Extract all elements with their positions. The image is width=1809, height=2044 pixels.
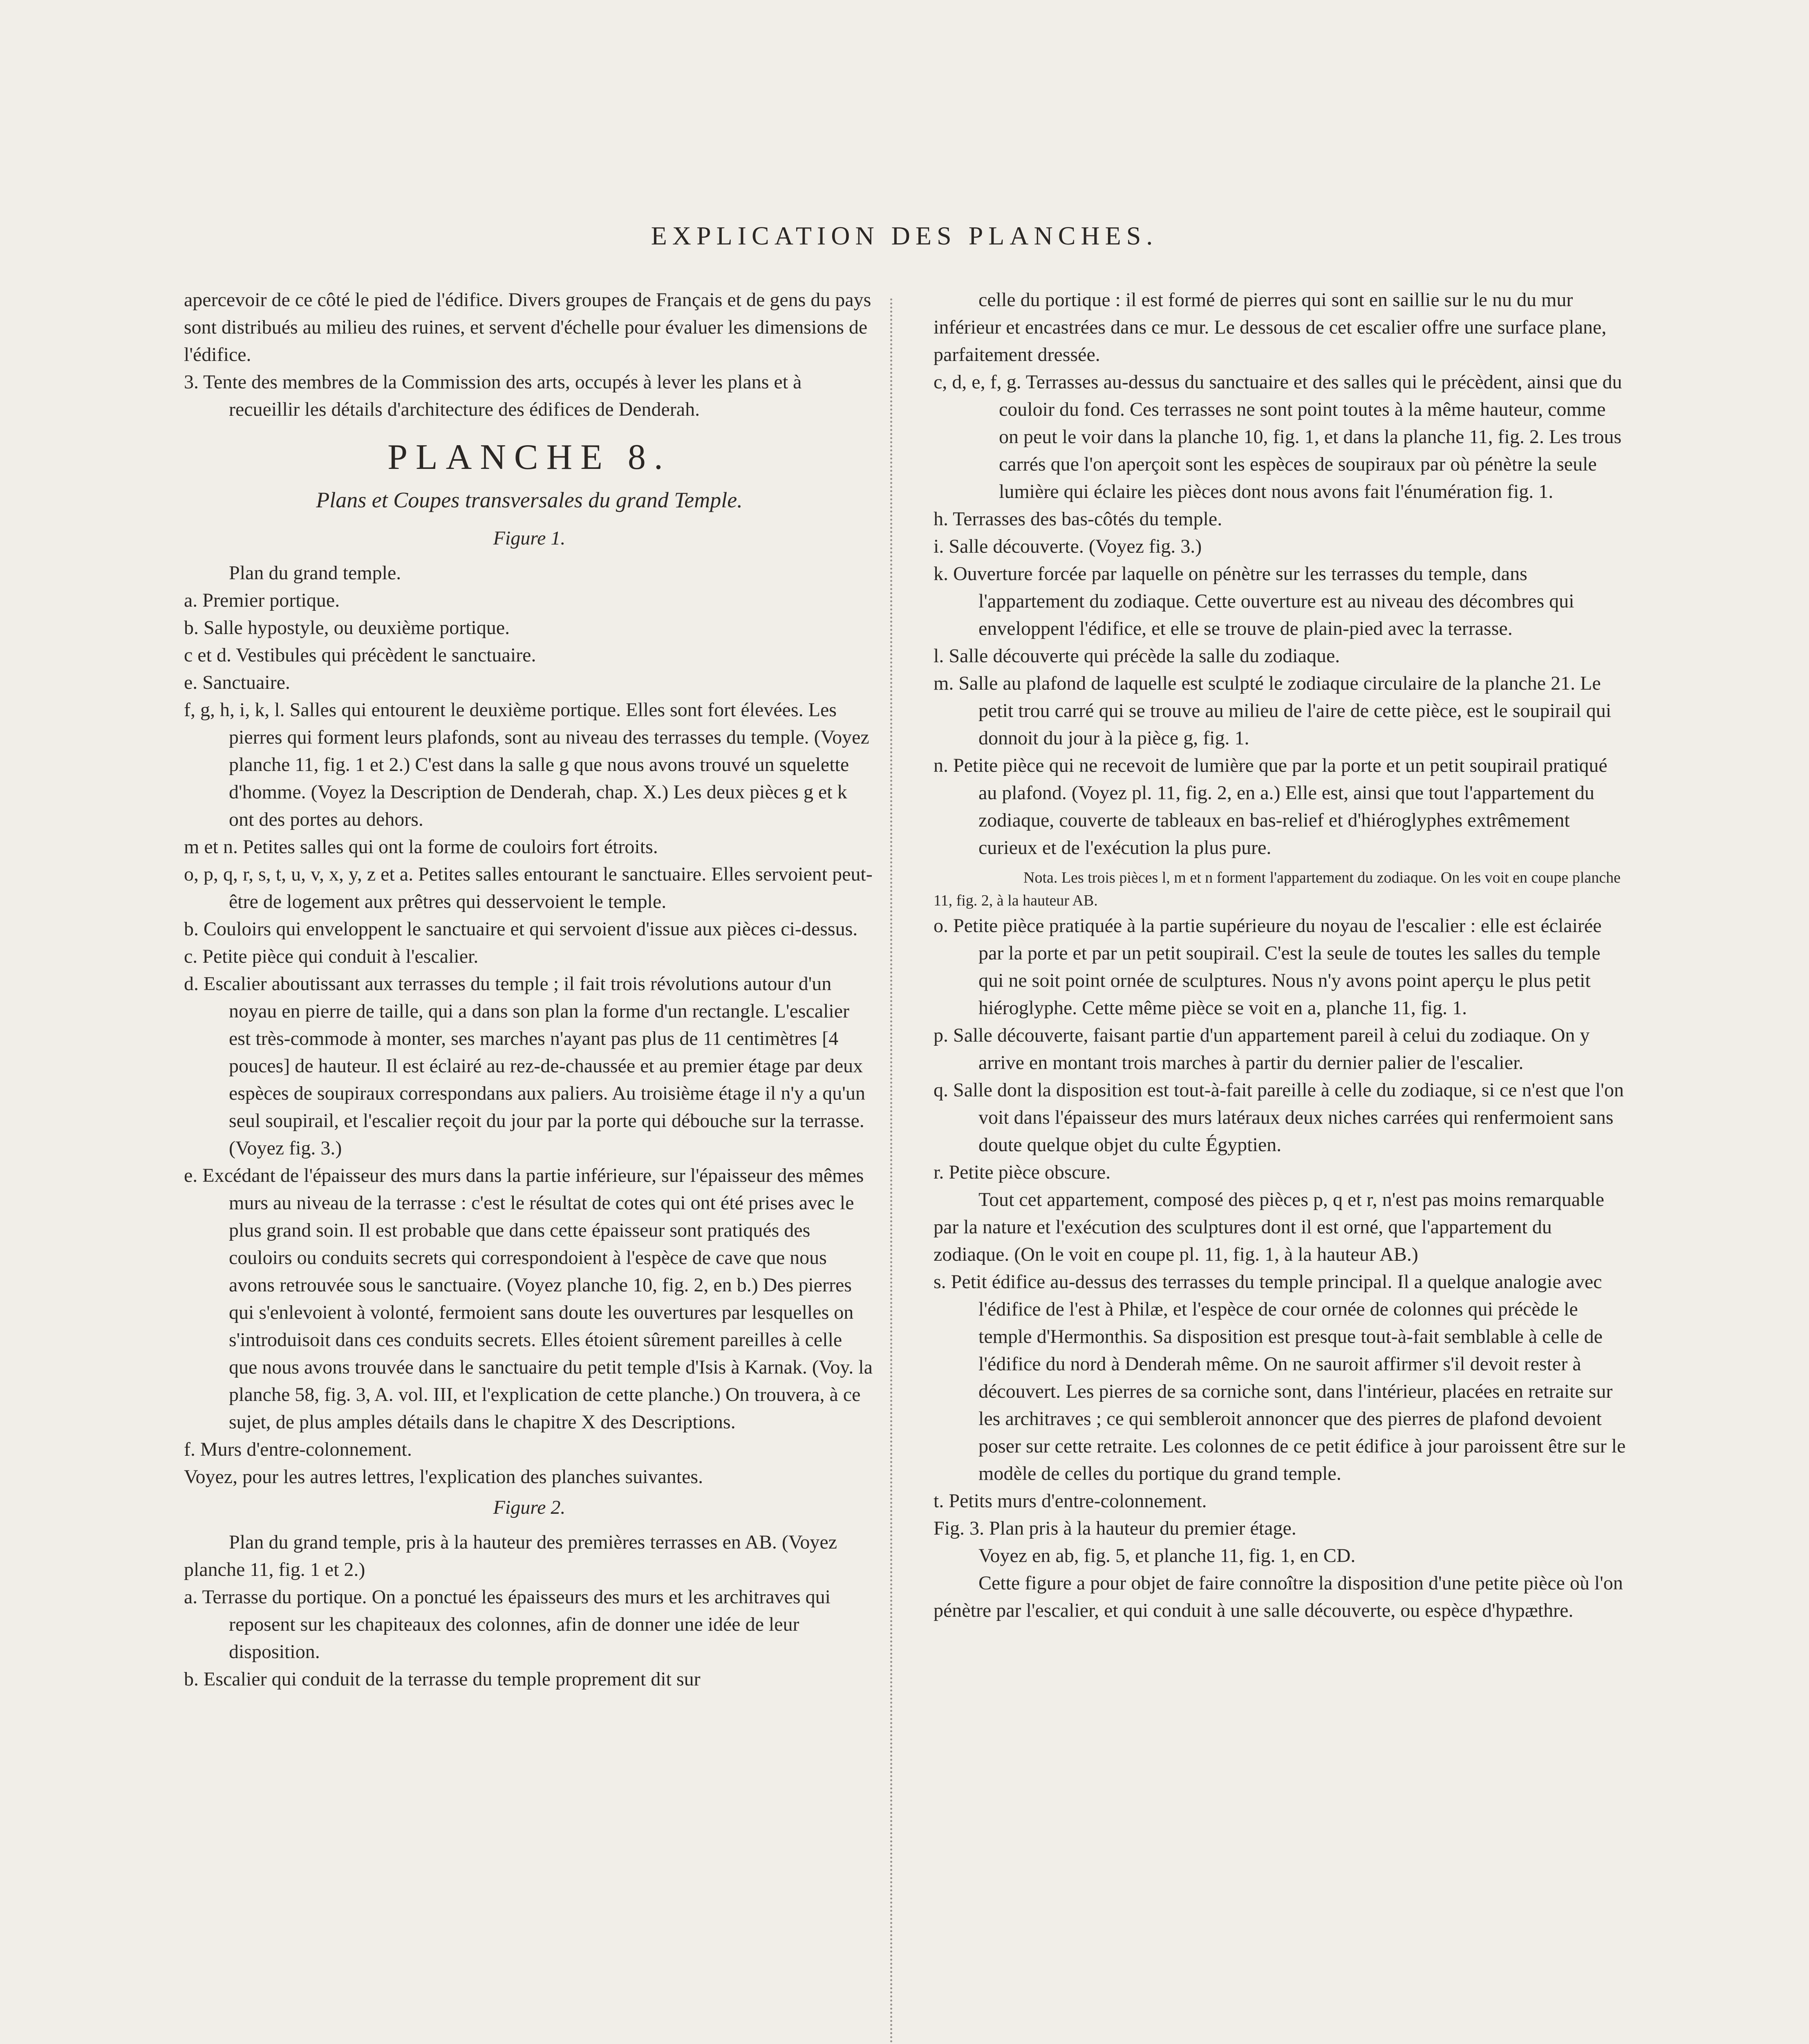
legend-item: m et n. Petites salles qui ont la forme de couloirs fort étroits. xyxy=(184,836,658,858)
right-column xyxy=(934,286,1628,1624)
legend-item: b. Salle hypostyle, ou deuxième portique. xyxy=(184,617,510,639)
legend-item: i. Salle découverte. (Voyez fig. 3.) xyxy=(934,536,1202,557)
legend-item: r. Petite pièce obscure. xyxy=(934,1161,1111,1183)
item-3: 3. Tente des membres de la Commission des arts, occupés à lever les plans et à recueillir les détails d'architecture des édifices de Denderah. xyxy=(184,371,802,420)
paragraph: Plan du grand temple. xyxy=(229,562,401,584)
page-header: EXPLICATION DES PLANCHES. xyxy=(651,221,1158,250)
legend-item: f. Murs d'entre-colonnement. xyxy=(184,1439,412,1460)
legend-item: a. Terrasse du portique. On a ponctué les épaisseurs des murs et les architraves qui reposent sur les chapiteaux des colonnes, afin de donner une idée de leur disposition. xyxy=(184,1586,831,1663)
plate-title: PLANCHE 8. xyxy=(387,437,671,477)
legend-item: p. Salle découverte, faisant partie d'un appartement pareil à celui du zodiaque. On y arrive en montant trois marches à partir du dernier palier de l'escalier. xyxy=(934,1024,1590,1074)
legend-item: e. Excédant de l'épaisseur des murs dans la partie inférieure, sur l'épaisseur des mêmes murs au niveau de la terrasse : c'est le résultat de cotes qui ont été prises avec le plus grand soin. Il est probable que dans cette épaisseur sont pratiqués des couloirs ou conduits secrets qui correspondoient à l'espèce de cave que nous avons retrouvée sous le sanctuaire. (Voyez planche 10, fig. 2, en b.) Des pierres qui s'enlevoient à volonté, fermoient sans doute les ouvertures par lesquelles on s'introduisoit dans ces conduits secrets. Elles étoient sûrement pareilles à celle que nous avons trouvée dans le sanctuaire du petit temple d'Isis à Karnak. (Voy. la planche 58, fig. 3, A. vol. III, et l'explication de cette planche.) On trouvera, à ce sujet, de plus amples détails dans le chapitre X des Descriptions. xyxy=(184,1165,873,1433)
legend-item: Voyez, pour les autres lettres, l'explication des planches suivantes. xyxy=(184,1466,703,1488)
left-column xyxy=(184,286,875,1693)
legend-item: c et d. Vestibules qui précèdent le sanctuaire. xyxy=(184,644,536,666)
legend-item: b. Couloirs qui enveloppent le sanctuaire et qui servoient d'issue aux pièces ci-dessus. xyxy=(184,918,858,940)
legend-item: q. Salle dont la disposition est tout-à-fait pareille à celle du zodiaque, si ce n'est que l'on voit dans l'épaisseur des murs latéraux deux niches carrées qui renfermoient sans doute quelque objet du culte Égyptien. xyxy=(934,1079,1624,1156)
legend-item: o, p, q, r, s, t, u, v, x, y, z et a. Petites salles entourant le sanctuaire. Elles servoient peut-être de logement aux prêtres qui desservoient le temple. xyxy=(184,863,873,912)
legend-item: a. Premier portique. xyxy=(184,589,340,611)
legend-item: b. Escalier qui conduit de la terrasse du temple proprement dit sur xyxy=(184,1668,701,1690)
legend-item: e. Sanctuaire. xyxy=(184,672,290,693)
paragraph: apercevoir de ce côté le pied de l'édifice. Divers groupes de Français et de gens du pays sont distribués au milieu des ruines, et servent d'échelle pour évaluer les dimensions de l'édifice. xyxy=(184,289,871,365)
paragraph: Tout cet appartement, composé des pièces p, q et r, n'est pas moins remarquable par la nature et l'exécution des sculptures dont il est orné, que l'appartement du zodiaque. (On le voit en coupe pl. 11, fig. 1, à la hauteur AB.) xyxy=(934,1189,1604,1265)
legend-item: h. Terrasses des bas-côtés du temple. xyxy=(934,508,1222,530)
figure-heading: Figure 2. xyxy=(493,1497,566,1518)
legend-item: k. Ouverture forcée par laquelle on pénètre sur les terrasses du temple, dans l'appartement du zodiaque. Cette ouverture est au niveau des décombres qui enveloppent l'édifice, et elle se trouve de plain-pied avec la terrasse. xyxy=(934,563,1574,639)
legend-item: c, d, e, f, g. Terrasses au-dessus du sanctuaire et des salles qui le précèdent, ainsi que du couloir du fond. Ces terrasses ne sont point toutes à la même hauteur, comme on peut le voir dans la planche 10, fig. 1, et dans la planche 11, fig. 2. Les trous carrés que l'on aperçoit sont les espèces de soupiraux par où pénètre la seule lumière qui éclaire les pièces dont nous avons fait l'énumération fig. 1. xyxy=(934,371,1622,502)
legend-item: l. Salle découverte qui précède la salle du zodiaque. xyxy=(934,645,1340,667)
column-divider xyxy=(890,298,892,2044)
legend-item: f, g, h, i, k, l. Salles qui entourent le deuxième portique. Elles sont fort élevées. Les pierres qui forment leurs plafonds, sont au niveau des terrasses du temple. (Voyez planche 11, fig. 1 et 2.) C'est dans la salle g que nous avons trouvé un squelette d'homme. (Voyez la Description de Denderah, chap. X.) Les deux pièces g et k ont des portes au dehors. xyxy=(184,699,869,830)
legend-item: n. Petite pièce qui ne recevoit de lumière que par la porte et un petit soupirail pratiqué au plafond. (Voyez pl. 11, fig. 2, en a.) Elle est, ainsi que tout l'appartement du zodiaque, couverte de tableaux en bas-relief et d'hiéroglyphes extrêmement curieux et de l'exécution la plus pure. xyxy=(934,755,1608,858)
paragraph: Plan du grand temple, pris à la hauteur des premières terrasses en AB. (Voyez planche 11, fig. 1 et 2.) xyxy=(184,1531,837,1580)
legend-item: o. Petite pièce pratiquée à la partie supérieure du noyau de l'escalier : elle est éclairée par la porte et par un petit soupirail. C'est la seule de toutes les salles du temple qui ne soit point ornée de sculptures. Nous n'y avons point aperçu le plus petit hiéroglyphe. Cette même pièce se voit en a, planche 11, fig. 1. xyxy=(934,915,1602,1019)
paragraph: celle du portique : il est formé de pierres qui sont en saillie sur le nu du mur inférieur et encastrées dans ce mur. Le dessous de cet escalier offre une surface plane, parfaitement dressée. xyxy=(934,289,1607,365)
plate-subtitle: Plans et Coupes transversales du grand Temple. xyxy=(316,488,743,512)
legend-item: t. Petits murs d'entre-colonnement. xyxy=(934,1490,1207,1512)
paragraph: Voyez en ab, fig. 5, et planche 11, fig. 1, en CD. xyxy=(978,1545,1356,1567)
figure-line: Fig. 3. Plan pris à la hauteur du premier étage. xyxy=(934,1517,1296,1539)
paragraph: Cette figure a pour objet de faire connoître la disposition d'une petite pièce où l'on pénètre par l'escalier, et qui conduit à une salle découverte, ou espèce d'hypæthre. xyxy=(934,1572,1623,1621)
figure-heading: Figure 1. xyxy=(493,527,566,549)
legend-item: m. Salle au plafond de laquelle est sculpté le zodiaque circulaire de la planche 21. Le petit trou carré qui se trouve au milieu de l'aire de cette pièce, est le soupirail qui donnoit du jour à la pièce g, fig. 1. xyxy=(934,672,1612,749)
legend-item: c. Petite pièce qui conduit à l'escalier. xyxy=(184,946,479,967)
nota-note: Nota. Les trois pièces l, m et n forment l'appartement du zodiaque. On les voit en coupe planche 11, fig. 2, à la hauteur AB. xyxy=(934,869,1621,909)
legend-item: s. Petit édifice au-dessus des terrasses du temple principal. Il a quelque analogie avec l'édifice de l'est à Philæ, et l'espèce de cour ornée de colonnes qui précède le temple d'Hermonthis. Sa disposition est presque tout-à-fait semblable à celle de l'édifice du nord à Denderah même. On ne sauroit affirmer s'il devoit rester à découvert. Les pierres de sa corniche sont, dans l'intérieur, placées en retraite sur les architraves ; ce qui sembleroit annoncer que des pierres de plafond devoient poser sur cette retraite. Les colonnes de ce petit édifice à jour paroissent être sur le modèle de celles du portique du grand temple. xyxy=(934,1271,1626,1484)
legend-item: d. Escalier aboutissant aux terrasses du temple ; il fait trois révolutions autour d'un noyau en pierre de taille, qui a dans son plan la forme d'un rectangle. L'escalier est très-commode à monter, ses marches n'ayant pas plus de 11 centimètres [4 pouces] de hauteur. Il est éclairé au rez-de-chaussée et au premier étage par deux espèces de soupiraux correspondans aux paliers. Au troisième étage il n'y a qu'un seul soupirail, et l'escalier reçoit du jour par la porte qui débouche sur la terrasse. (Voyez fig. 3.) xyxy=(184,973,865,1159)
